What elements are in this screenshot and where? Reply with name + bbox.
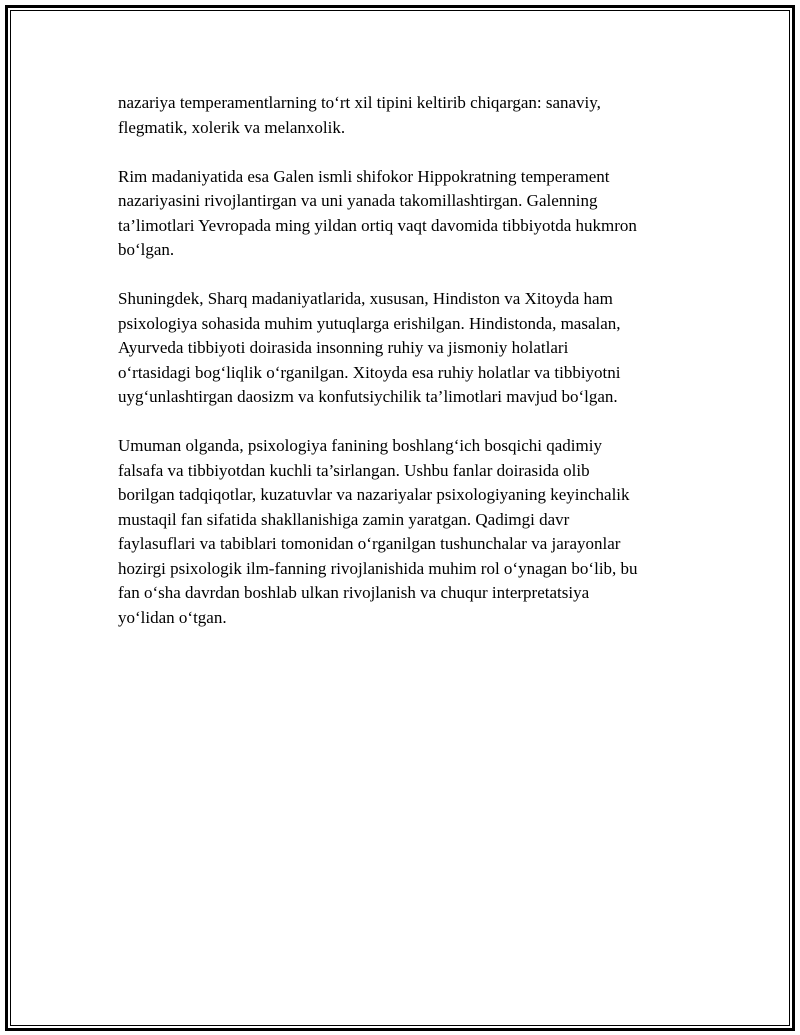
paragraph-conclusion: Umuman olganda, psixologiya fanining boshlang‘ich bosqichi qadimiy falsafa va tibbiyotdan kuchli ta’sirlangan. Ushbu fanlar doirasida olib borilgan tadqiqotlar, kuzatuvlar va nazariyalar psixologiyaning keyinchalik mustaqil fan sifatida shakllanishiga zamin yaratgan. Qadimgi davr faylasuflari va tabiblari tomonidan o‘rganilgan tushunchalar va jarayonlar hozirgi psixologik ilm-fanning rivojlanishida muhim rol o‘ynagan bo‘lib, bu fan o‘sha davrdan boshlab ulkan rivojlanish va chuqur interpretatsiya yo‘lidan o‘tgan. — [118, 436, 638, 627]
paragraph-galen-rome: Rim madaniyatida esa Galen ismli shifokor Hippokratning temperament nazariyasini rivojlantirgan va uni yanada takomillashtirgan. Galenning ta’limotlari Yevropada ming yildan ortiq vaqt davomida tibbiyotda hukmron bo‘lgan. — [118, 166, 637, 259]
paragraph-eastern-cultures: Shuningdek, Sharq madaniyatlarida, xususan, Hindiston va Xitoyda ham psixologiya sohasida muhim yutuqlarga erishilgan. Hindistonda, masalan, Ayurveda tibbiyoti doirasida insonning ruhiy va jismoniy holatlari o‘rtasidagi bog‘liqlik o‘rganilgan. Xitoyda esa ruhiy holatlar va tibbiyotni uyg‘unlashtirgan daosizm va konfutsiychilik ta’limotlari mavjud bo‘lgan. — [118, 289, 621, 406]
document-body — [118, 91, 688, 655]
paragraph-temperament-types: nazariya temperamentlarning to‘rt xil tipini keltirib chiqargan: sanaviy, flegmatik, xolerik va melanxolik. — [118, 93, 601, 137]
